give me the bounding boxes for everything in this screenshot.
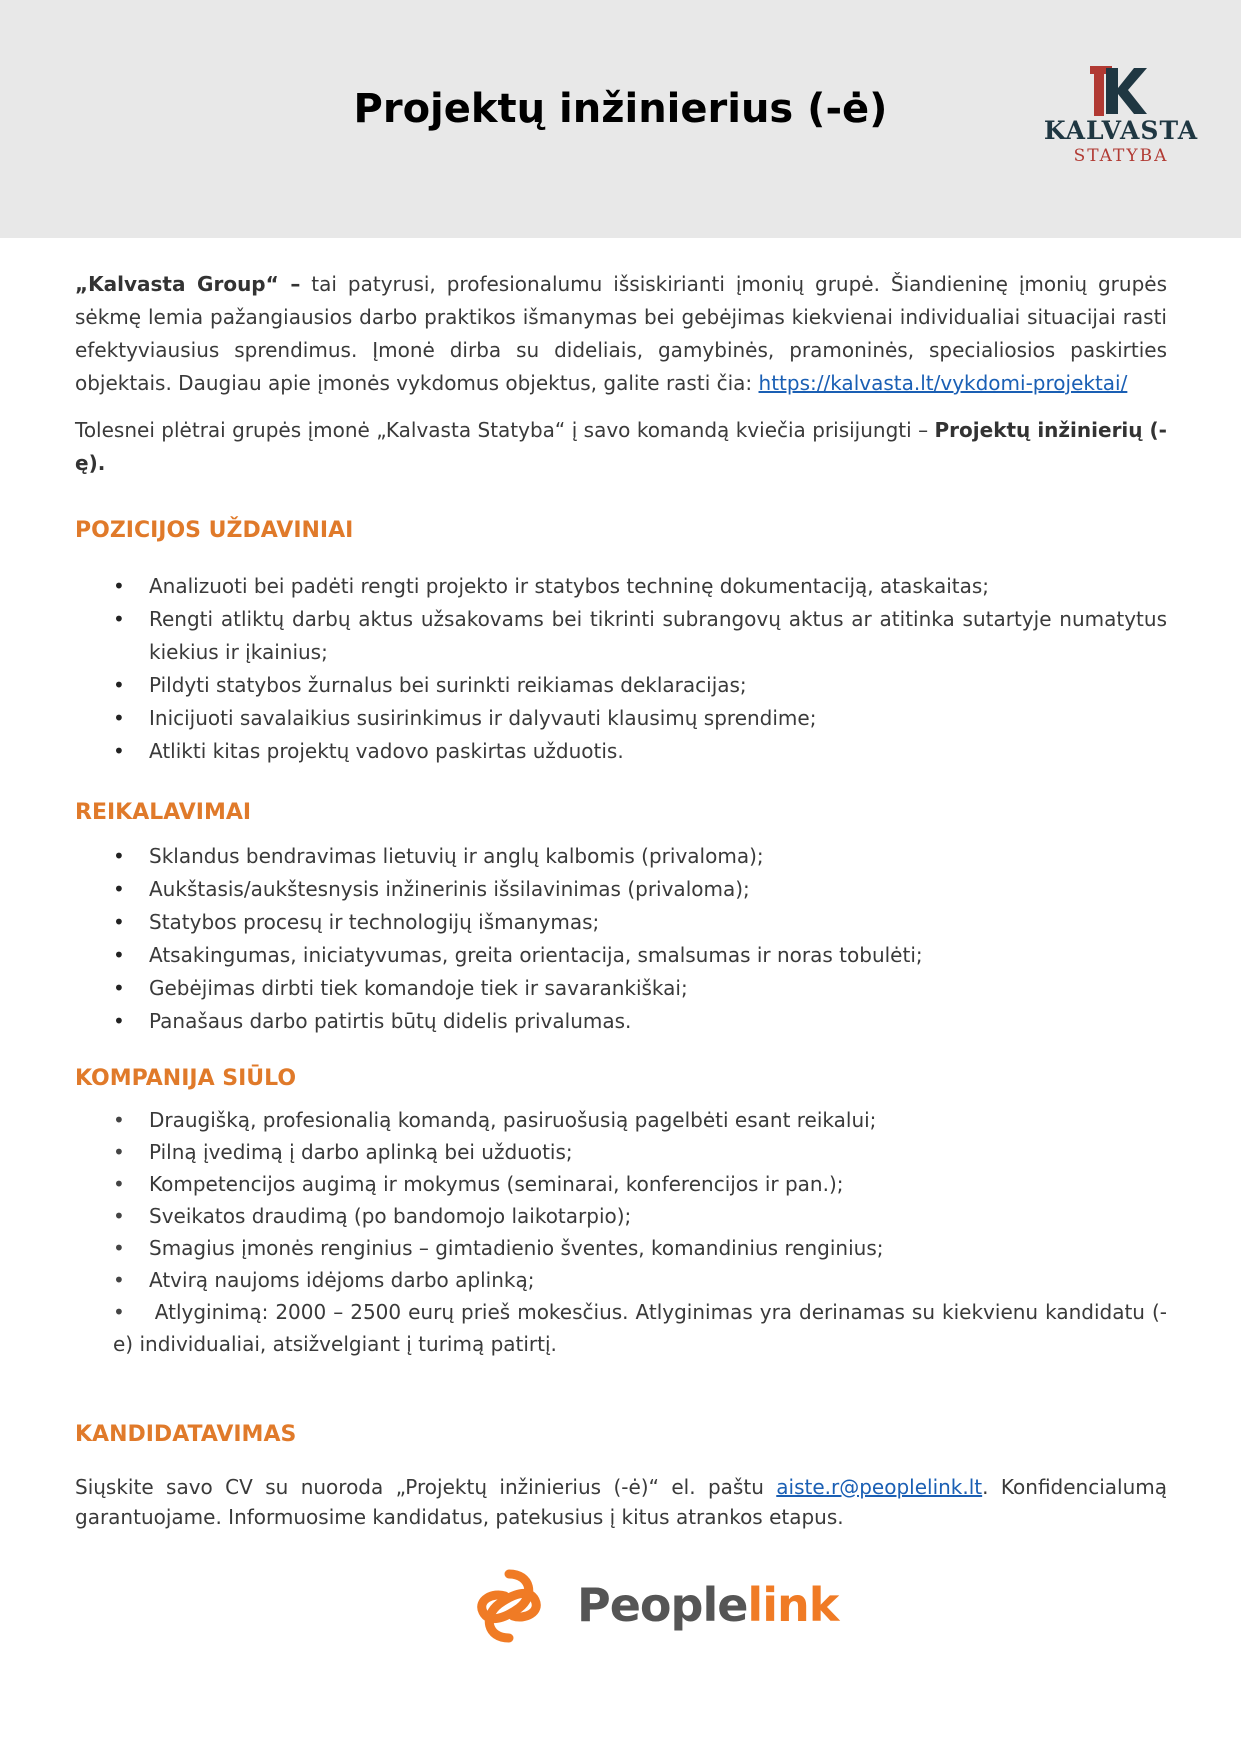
apply-text-before: Siųskite savo CV su nuoroda „Projektų inžinierius (-ė)“ el. paštu <box>75 1475 777 1499</box>
bullet-icon: • <box>113 910 125 934</box>
list-item <box>75 570 1167 603</box>
list-item <box>75 603 1167 669</box>
list-item <box>75 702 1167 735</box>
bullet-icon: • <box>113 943 125 967</box>
offer-heading: KOMPANIJA SIŪLO <box>75 1066 297 1091</box>
list-item-text: Aukštasis/aukštesnysis inžinerinis išsilavinimas (privaloma); <box>149 877 750 901</box>
peoplelink-wordmark <box>577 1578 838 1632</box>
bullet-icon: • <box>113 706 125 730</box>
bullet-icon: • <box>113 1236 125 1260</box>
apply-paragraph <box>75 1472 1167 1532</box>
projects-link[interactable]: https://kalvasta.lt/vykdomi-projektai/ <box>758 371 1128 395</box>
bullet-icon: • <box>113 1172 125 1196</box>
list-item-text: Atvirą naujoms idėjoms darbo aplinką; <box>149 1268 535 1292</box>
bullet-icon: • <box>113 574 125 598</box>
invite-paragraph <box>75 414 1167 480</box>
company-name: „Kalvasta Group“ – <box>75 272 301 296</box>
list-item <box>75 873 1167 906</box>
list-item-text: Panašaus darbo patirtis būtų didelis privalumas. <box>149 1009 632 1033</box>
list-item-text: Draugišką, profesionalią komandą, pasiruošusią pagelbėti esant reikalui; <box>149 1108 877 1132</box>
bullet-icon: • <box>113 1204 125 1228</box>
peoplelink-logo <box>469 1562 839 1648</box>
list-item <box>75 1168 1167 1200</box>
kalvasta-logo-name: KALVASTA <box>1043 116 1199 145</box>
kalvasta-logo <box>1036 66 1206 170</box>
list-item-text: Atlikti kitas projektų vadovo paskirtas užduotis. <box>149 739 624 763</box>
list-item <box>75 972 1167 1005</box>
bullet-icon: • <box>113 1009 125 1033</box>
list-item-text: Statybos procesų ir technologijų išmanymas; <box>149 910 600 934</box>
kalvasta-k-icon <box>1090 66 1148 116</box>
list-item-text: Sklandus bendravimas lietuvių ir anglų kalbomis (privaloma); <box>149 844 764 868</box>
list-item-text: Sveikatos draudimą (po bandomojo laikotarpio); <box>149 1204 632 1228</box>
list-item-text: Kompetencijos augimą ir mokymus (seminarai, konferencijos ir pan.); <box>149 1172 844 1196</box>
bullet-icon: • <box>113 1268 125 1292</box>
bullet-icon: • <box>113 739 125 763</box>
offer-list <box>75 1104 1167 1360</box>
list-item <box>75 1136 1167 1168</box>
apply-heading: KANDIDATAVIMAS <box>75 1422 297 1447</box>
requirements-list <box>75 840 1167 1038</box>
position-name: Projektų inžinierių (-ę). <box>75 418 1167 475</box>
intro-text: tai patyrusi, profesionalumu išsiskirianti įmonių grupė. Šiandieninę įmonių grupės sėkmę lemia pažangiausios darbo praktikos išmanymas bei gebėjimas kiekvienai individualiai situacijai rasti efektyviausius sprendimus. Įmonė dirba su dideliais, gamybinės, pramoninės, specialiosios paskirties objektais. Daugiau apie įmonės vykdomus objektus, galite rasti čia: <box>75 272 1167 395</box>
list-item <box>75 1200 1167 1232</box>
list-item-text: Smagius įmonės renginius – gimtadienio šventes, komandinius renginius; <box>149 1236 884 1260</box>
page-title: Projektų inžinierius (-ė) <box>353 86 888 132</box>
bullet-icon: • <box>113 1300 125 1324</box>
list-item <box>75 939 1167 972</box>
list-item <box>75 1264 1167 1296</box>
job-description <box>75 268 1167 1532</box>
list-item-text: Analizuoti bei padėti rengti projekto ir statybos techninę dokumentaciją, ataskaitas; <box>149 574 990 598</box>
list-item-salary <box>75 1296 1167 1360</box>
list-item <box>75 1005 1167 1038</box>
tasks-heading: POZICIJOS UŽDAVINIAI <box>75 518 354 543</box>
list-item <box>75 1232 1167 1264</box>
peoplelink-word-link: link <box>747 1578 839 1632</box>
kalvasta-logo-subtitle: STATYBA <box>1073 146 1169 166</box>
bullet-icon: • <box>113 1108 125 1132</box>
bullet-icon: • <box>113 673 125 697</box>
bullet-icon: • <box>113 877 125 901</box>
list-item <box>75 669 1167 702</box>
list-item-text: Atlyginimą: 2000 – 2500 eurų prieš mokesčius. Atlyginimas yra derinamas su kiekvienu kandidatu (-e) individualiai, atsižvelgiant į turimą patirtį. <box>113 1300 1167 1356</box>
list-item-text: Gebėjimas dirbti tiek komandoje tiek ir savarankiškai; <box>149 976 688 1000</box>
list-item <box>75 906 1167 939</box>
list-item <box>75 1104 1167 1136</box>
apply-text-after: . Konfidencialumą garantuojame. Informuosime kandidatus, patekusius į kitus atrankos etapus. <box>75 1475 1167 1529</box>
peoplelink-word-people: People <box>577 1578 748 1632</box>
list-item-text: Rengti atliktų darbų aktus užsakovams bei tikrinti subrangovų aktus ar atitinka sutartyje numatytus kiekius ir įkainius; <box>149 607 1167 664</box>
list-item-text: Atsakingumas, iniciatyvumas, greita orientacija, smalsumas ir noras tobulėti; <box>149 943 923 967</box>
bullet-icon: • <box>113 976 125 1000</box>
tasks-list <box>75 570 1167 768</box>
invite-text: Tolesnei plėtrai grupės įmonė „Kalvasta Statyba“ į savo komandą kviečia prisijungti – <box>75 418 935 442</box>
bullet-icon: • <box>113 1140 125 1164</box>
list-item-text: Inicijuoti savalaikius susirinkimus ir dalyvauti klausimų sprendime; <box>149 706 817 730</box>
page-header <box>0 0 1241 238</box>
bullet-icon: • <box>113 844 125 868</box>
peoplelink-mark-icon <box>469 1566 549 1646</box>
intro-paragraph <box>75 268 1167 400</box>
list-item <box>75 735 1167 768</box>
list-item-text: Pildyti statybos žurnalus bei surinkti reikiamas deklaracijas; <box>149 673 747 697</box>
email-link[interactable]: aiste.r@peoplelink.lt <box>776 1475 983 1499</box>
bullet-icon: • <box>113 607 125 631</box>
list-item <box>75 840 1167 873</box>
list-item-text: Pilną įvedimą į darbo aplinką bei užduotis; <box>149 1140 573 1164</box>
requirements-heading: REIKALAVIMAI <box>75 800 252 825</box>
